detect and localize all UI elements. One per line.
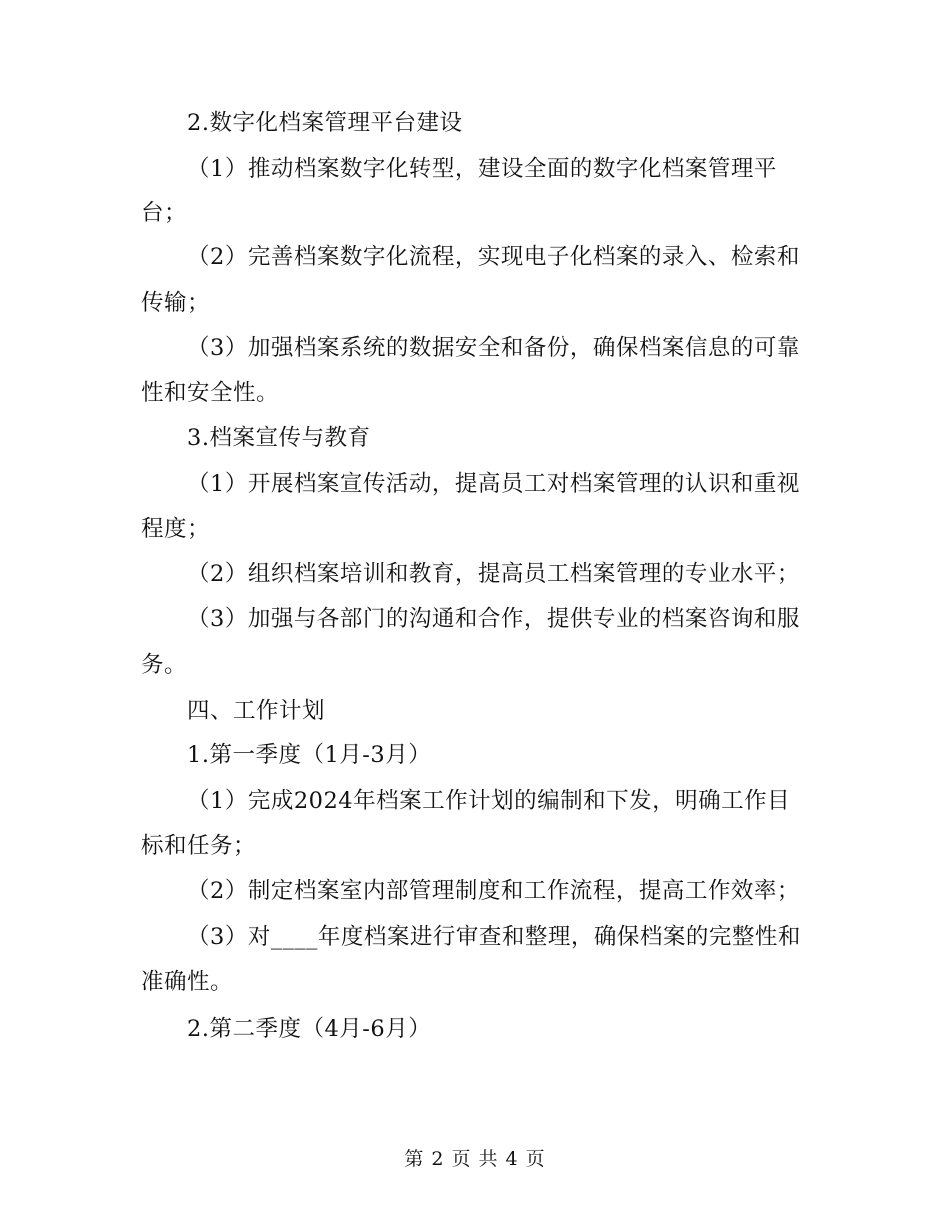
paragraph-line: 台； [141, 200, 188, 226]
paragraph-line: （2）制定档案室内部管理制度和工作流程，提高工作效率； [187, 878, 800, 904]
paragraph-line: （3）对____年度档案进行审查和整理，确保档案的完整性和 [187, 924, 801, 950]
section-heading: 四、工作计划 [187, 698, 326, 724]
paragraph-line: （1）推动档案数字化转型，建设全面的数字化档案管理平 [187, 156, 777, 182]
paragraph-line: （2）组织档案培训和教育，提高员工档案管理的专业水平； [187, 561, 800, 587]
page-number-footer: 第 2 页 共 4 页 [404, 1148, 546, 1170]
section-heading: 1.第一季度（1月-3月） [187, 742, 432, 768]
section-heading: 2.第二季度（4月-6月） [187, 1016, 432, 1042]
paragraph-line: （3）加强与各部门的沟通和合作，提供专业的档案咨询和服 [187, 606, 800, 632]
paragraph-line: （3）加强档案系统的数据安全和备份，确保档案信息的可靠 [187, 335, 800, 361]
paragraph-line: 务。 [141, 652, 188, 678]
section-heading: 2.数字化档案管理平台建设 [187, 110, 463, 136]
paragraph-line: 标和任务； [141, 833, 257, 859]
paragraph-line: 准确性。 [141, 969, 234, 995]
paragraph-line: （1）完成2024年档案工作计划的编制和下发，明确工作目 [187, 788, 791, 814]
paragraph-line: 性和安全性。 [141, 380, 280, 406]
paragraph-line: 程度； [141, 516, 211, 542]
paragraph-line: （1）开展档案宣传活动，提高员工对档案管理的认识和重视 [187, 471, 800, 497]
paragraph-line: （2）完善档案数字化流程，实现电子化档案的录入、检索和 [187, 244, 800, 270]
paragraph-line: 传输； [141, 290, 211, 316]
section-heading: 3.档案宣传与教育 [187, 425, 371, 451]
